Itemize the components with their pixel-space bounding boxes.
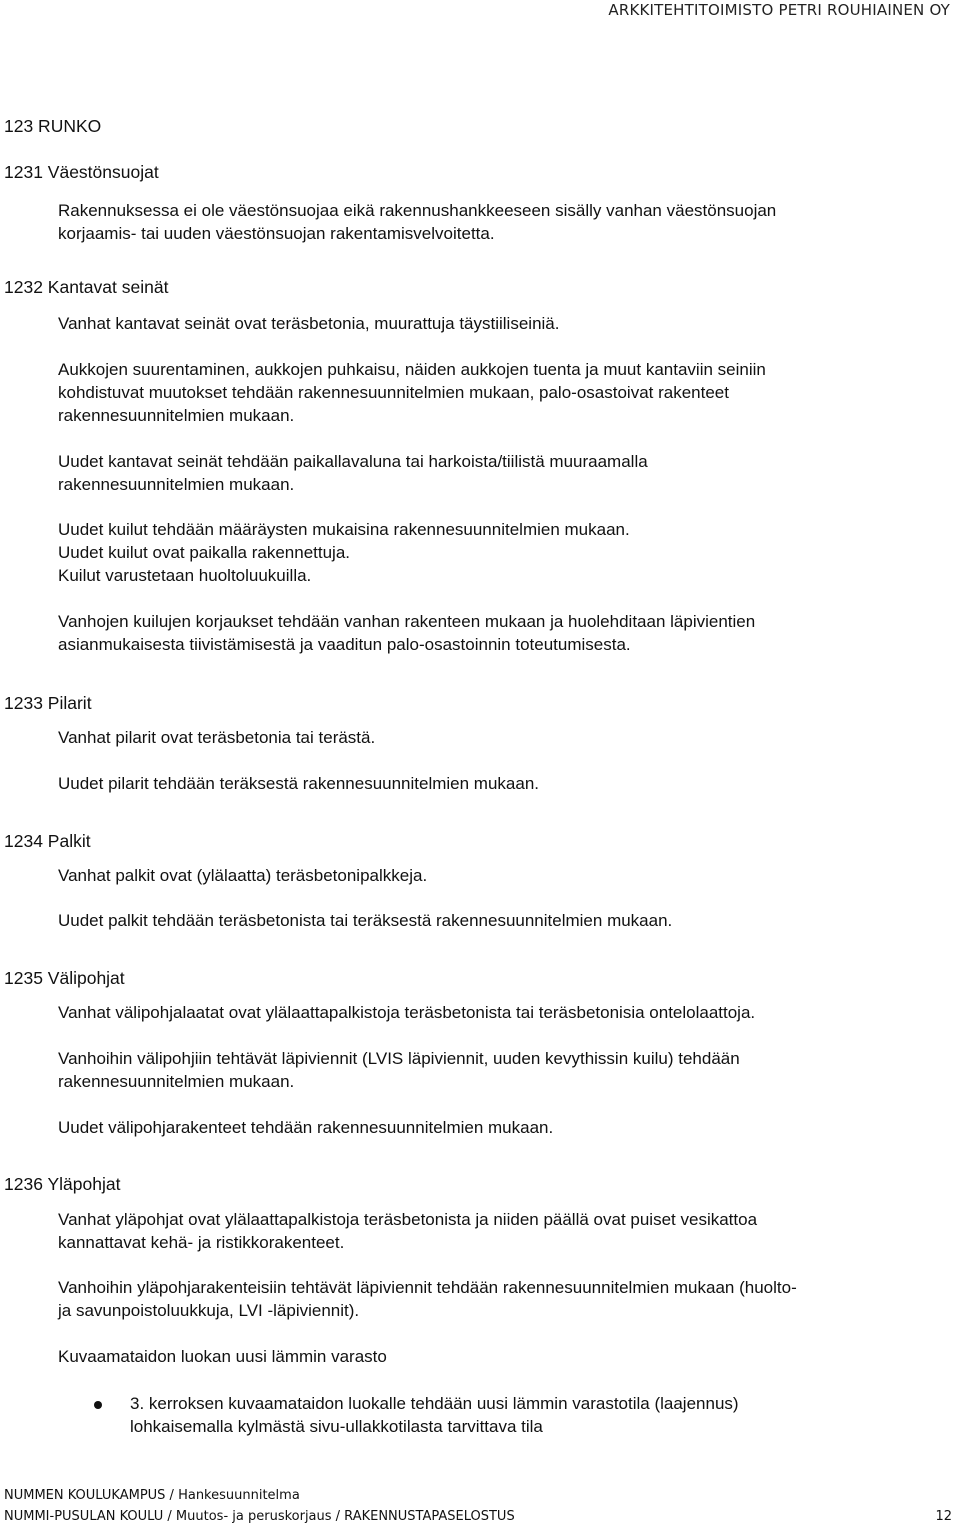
- footer-project-line: NUMMEN KOULUKAMPUS / Hankesuunnitelma: [4, 1488, 300, 1503]
- paragraph-line: Vanhat kantavat seinät ovat teräsbetonia, muurattuja täystiiliseiniä.: [58, 314, 560, 333]
- page-number: 12: [935, 1509, 952, 1524]
- bullet-item-line: lohkaisemalla kylmästä sivu-ullakkotilasta tarvittava tila: [130, 1417, 543, 1436]
- paragraph-line: Vanhat välipohjalaatat ovat ylälaattapalkistoja teräsbetonista tai teräsbetonisia ontelolaattoja.: [58, 1003, 756, 1022]
- paragraph-line: asianmukaisesta tiivistämisestä ja vaaditun palo-osastoinnin toteutumisesta.: [58, 635, 631, 654]
- section-heading-1234: 1234 Palkit: [4, 831, 91, 851]
- section-heading-1233: 1233 Pilarit: [4, 693, 92, 713]
- paragraph-line: kohdistuvat muutokset tehdään rakennesuunnitelmien mukaan, palo-osastoivat rakenteet: [58, 383, 729, 402]
- paragraph-line: kannattavat kehä- ja ristikkorakenteet.: [58, 1233, 345, 1252]
- paragraph-line: Uudet palkit tehdään teräsbetonista tai teräksestä rakennesuunnitelmien mukaan.: [58, 911, 673, 930]
- paragraph-line: rakennesuunnitelmien mukaan.: [58, 475, 295, 494]
- paragraph-line: Vanhoihin välipohjiin tehtävät läpiviennit (LVIS läpiviennit, uuden kevythissin kuilu) tehdään: [58, 1049, 740, 1068]
- paragraph-line: Rakennuksessa ei ole väestönsuojaa eikä rakennushankkeeseen sisälly vanhan väestönsuojan: [58, 201, 777, 220]
- paragraph-line: rakennesuunnitelmien mukaan.: [58, 406, 295, 425]
- paragraph-line: Vanhat palkit ovat (ylälaatta) teräsbetonipalkkeja.: [58, 866, 428, 885]
- footer-document-line: NUMMI-PUSULAN KOULU / Muutos- ja peruskorjaus / RAKENNUSTAPASELOSTUS: [4, 1509, 515, 1524]
- paragraph-line: Uudet välipohjarakenteet tehdään rakennesuunnitelmien mukaan.: [58, 1118, 554, 1137]
- section-heading-123: 123 RUNKO: [4, 116, 102, 136]
- paragraph-line: Uudet pilarit tehdään teräksestä rakennesuunnitelmien mukaan.: [58, 774, 540, 793]
- paragraph-line: Vanhojen kuilujen korjaukset tehdään vanhan rakenteen mukaan ja huolehditaan läpivientien: [58, 612, 756, 631]
- paragraph-line: korjaamis- tai uuden väestönsuojan rakentamisvelvoitetta.: [58, 224, 495, 243]
- company-header: ARKKITEHTITOIMISTO PETRI ROUHIAINEN OY: [608, 1, 950, 19]
- paragraph-line: Vanhat pilarit ovat teräsbetonia tai terästä.: [58, 728, 376, 747]
- paragraph-line: Kuilut varustetaan huoltoluukuilla.: [58, 566, 312, 585]
- section-heading-1232: 1232 Kantavat seinät: [4, 277, 169, 297]
- paragraph-line: Uudet kuilut ovat paikalla rakennettuja.: [58, 543, 351, 562]
- bullet-item-line: 3. kerroksen kuvaamataidon luokalle tehdään uusi lämmin varastotila (laajennus): [130, 1394, 739, 1413]
- section-heading-1235: 1235 Välipohjat: [4, 968, 125, 988]
- section-heading-1231: 1231 Väestönsuojat: [4, 162, 159, 182]
- paragraph-line: rakennesuunnitelmien mukaan.: [58, 1072, 295, 1091]
- paragraph-line: Uudet kuilut tehdään määräysten mukaisina rakennesuunnitelmien mukaan.: [58, 520, 630, 539]
- paragraph-line: Vanhat yläpohjat ovat ylälaattapalkistoja teräsbetonista ja niiden päällä ovat puiset vesikattoa: [58, 1210, 758, 1229]
- paragraph-line: Uudet kantavat seinät tehdään paikallavaluna tai harkoista/tiilistä muuraamalla: [58, 452, 648, 471]
- paragraph-line: Kuvaamataidon luokan uusi lämmin varasto: [58, 1347, 387, 1366]
- paragraph-line: Aukkojen suurentaminen, aukkojen puhkaisu, näiden aukkojen tuenta ja muut kantaviin seiniin: [58, 360, 766, 379]
- paragraph-line: ja savunpoistoluukkuja, LVI -läpiviennit).: [58, 1301, 360, 1320]
- paragraph-line: Vanhoihin yläpohjarakenteisiin tehtävät läpiviennit tehdään rakennesuunnitelmien mukaan (huolto-: [58, 1278, 797, 1297]
- section-heading-1236: 1236 Yläpohjat: [4, 1174, 121, 1194]
- bullet-icon: [94, 1401, 102, 1409]
